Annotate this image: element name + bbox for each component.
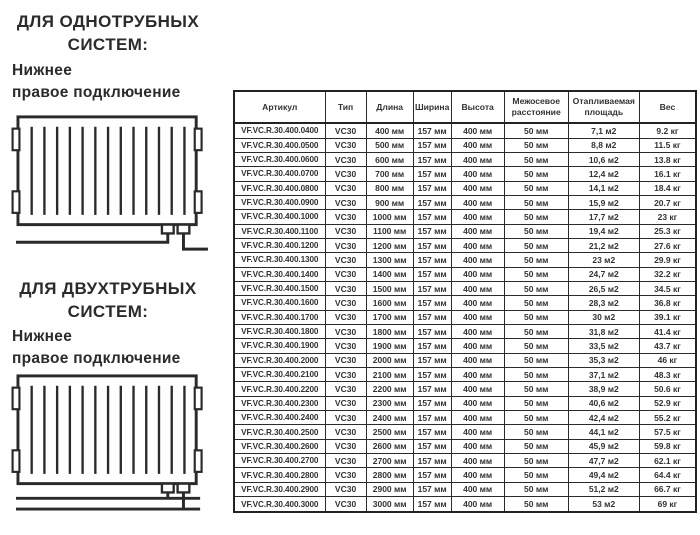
table-cell: VF.VC.R.30.400.3000: [234, 497, 325, 512]
table-cell: VC30: [325, 296, 366, 310]
table-cell: 50 мм: [504, 253, 568, 267]
table-cell: 44,1 м2: [568, 425, 639, 439]
table-cell: 2300 мм: [366, 396, 413, 410]
table-cell: 20.7 кг: [639, 195, 696, 209]
table-cell: 400 мм: [451, 167, 504, 181]
pipe-stub: [162, 225, 174, 234]
table-cell: VC30: [325, 482, 366, 496]
table-cell: 50 мм: [504, 324, 568, 338]
heading-line: СИСТЕМ:: [67, 35, 149, 55]
table-cell: 50 мм: [504, 138, 568, 152]
pipe-stub: [162, 484, 174, 493]
table-cell: VF.VC.R.30.400.0700: [234, 167, 325, 181]
table-cell: 157 мм: [413, 167, 451, 181]
table-cell: VC30: [325, 138, 366, 152]
table-cell: 1500 мм: [366, 281, 413, 295]
column-header: Тип: [325, 91, 366, 123]
table-cell: 21,2 м2: [568, 238, 639, 252]
table-cell: VF.VC.R.30.400.2900: [234, 482, 325, 496]
table-cell: VC30: [325, 195, 366, 209]
table-cell: VC30: [325, 253, 366, 267]
table-cell: VF.VC.R.30.400.0800: [234, 181, 325, 195]
table-cell: 157 мм: [413, 454, 451, 468]
table-cell: 39.1 кг: [639, 310, 696, 324]
table-cell: 2600 мм: [366, 439, 413, 453]
column-header: Отапливаемая площадь: [568, 91, 639, 123]
table-row: [234, 296, 696, 310]
subheading-line: правое подключение: [12, 350, 181, 368]
table-cell: 50 мм: [504, 195, 568, 209]
table-cell: VF.VC.R.30.400.2600: [234, 439, 325, 453]
table-cell: 400 мм: [451, 152, 504, 166]
table-cell: 50 мм: [504, 353, 568, 367]
section-heading-two-pipe: [5, 277, 211, 324]
table-cell: 157 мм: [413, 224, 451, 238]
table-cell: 8,8 м2: [568, 138, 639, 152]
table-cell: 400 мм: [451, 253, 504, 267]
table-cell: VF.VC.R.30.400.0500: [234, 138, 325, 152]
table-row: [234, 468, 696, 482]
table-cell: 500 мм: [366, 138, 413, 152]
table-cell: VC30: [325, 152, 366, 166]
table-cell: 41.4 кг: [639, 324, 696, 338]
table-cell: VC30: [325, 123, 366, 138]
spec-table-container: [233, 90, 697, 513]
subheading-connection-type: [12, 326, 222, 371]
table-cell: 50 мм: [504, 296, 568, 310]
table-cell: VC30: [325, 339, 366, 353]
table-cell: 157 мм: [413, 482, 451, 496]
table-row: [234, 497, 696, 512]
table-cell: VC30: [325, 497, 366, 512]
table-cell: 400 мм: [451, 425, 504, 439]
table-cell: 2200 мм: [366, 382, 413, 396]
table-cell: 157 мм: [413, 195, 451, 209]
table-cell: 1600 мм: [366, 296, 413, 310]
table-cell: 157 мм: [413, 439, 451, 453]
subheading-line: Нижнее: [12, 328, 73, 345]
table-cell: 50 мм: [504, 368, 568, 382]
table-cell: 157 мм: [413, 267, 451, 281]
heading-line: ДЛЯ ОДНОТРУБНЫХ: [16, 12, 200, 31]
table-cell: 3000 мм: [366, 497, 413, 512]
radiator-spec-table: [233, 90, 697, 513]
table-row: [234, 224, 696, 238]
table-cell: 50 мм: [504, 339, 568, 353]
table-row: [234, 123, 696, 138]
table-cell: 32.2 кг: [639, 267, 696, 281]
table-cell: 50 мм: [504, 167, 568, 181]
table-cell: 400 мм: [451, 238, 504, 252]
table-cell: 157 мм: [413, 339, 451, 353]
table-cell: 17,7 м2: [568, 210, 639, 224]
table-cell: VF.VC.R.30.400.2400: [234, 411, 325, 425]
table-cell: 1300 мм: [366, 253, 413, 267]
table-cell: 157 мм: [413, 281, 451, 295]
table-cell: 157 мм: [413, 468, 451, 482]
table-cell: 40,6 м2: [568, 396, 639, 410]
table-cell: VC30: [325, 167, 366, 181]
table-cell: 400 мм: [451, 439, 504, 453]
table-cell: 33,5 м2: [568, 339, 639, 353]
table-row: [234, 138, 696, 152]
table-cell: VC30: [325, 368, 366, 382]
table-cell: 1800 мм: [366, 324, 413, 338]
table-cell: 50 мм: [504, 396, 568, 410]
table-cell: 50 мм: [504, 482, 568, 496]
table-cell: 400 мм: [451, 497, 504, 512]
table-cell: 47,7 м2: [568, 454, 639, 468]
table-cell: 800 мм: [366, 181, 413, 195]
table-cell: 51,2 м2: [568, 482, 639, 496]
table-cell: 50.6 кг: [639, 382, 696, 396]
section-heading-single-pipe: [5, 10, 211, 57]
table-cell: 400 мм: [451, 123, 504, 138]
table-row: [234, 353, 696, 367]
table-cell: 28,3 м2: [568, 296, 639, 310]
table-cell: 11.5 кг: [639, 138, 696, 152]
table-cell: 400 мм: [451, 482, 504, 496]
table-cell: 46 кг: [639, 353, 696, 367]
table-cell: 157 мм: [413, 353, 451, 367]
column-header: Длина: [366, 91, 413, 123]
table-cell: 157 мм: [413, 123, 451, 138]
table-cell: VC30: [325, 439, 366, 453]
table-cell: 1900 мм: [366, 339, 413, 353]
spec-table-body: [234, 123, 696, 512]
table-row: [234, 195, 696, 209]
table-cell: VC30: [325, 238, 366, 252]
table-cell: 400 мм: [451, 396, 504, 410]
table-cell: 12,4 м2: [568, 167, 639, 181]
table-row: [234, 439, 696, 453]
table-cell: 600 мм: [366, 152, 413, 166]
table-cell: 2800 мм: [366, 468, 413, 482]
table-cell: 50 мм: [504, 468, 568, 482]
table-cell: 157 мм: [413, 138, 451, 152]
table-cell: 157 мм: [413, 210, 451, 224]
table-cell: 50 мм: [504, 281, 568, 295]
table-cell: 157 мм: [413, 324, 451, 338]
table-cell: 50 мм: [504, 439, 568, 453]
heading-line: ДЛЯ ДВУХТРУБНЫХ: [19, 279, 197, 298]
table-cell: VC30: [325, 267, 366, 281]
return-pipe: [183, 233, 207, 249]
table-cell: 400 мм: [451, 210, 504, 224]
table-cell: VC30: [325, 181, 366, 195]
table-cell: 55.2 кг: [639, 411, 696, 425]
table-cell: 157 мм: [413, 310, 451, 324]
table-row: [234, 382, 696, 396]
table-row: [234, 396, 696, 410]
column-header: Ширина: [413, 91, 451, 123]
table-cell: VF.VC.R.30.400.2200: [234, 382, 325, 396]
table-cell: 157 мм: [413, 296, 451, 310]
table-cell: 1000 мм: [366, 210, 413, 224]
table-cell: 29.9 кг: [639, 253, 696, 267]
table-cell: 2100 мм: [366, 368, 413, 382]
radiator-single-pipe-diagram-icon: [8, 112, 214, 254]
table-cell: VC30: [325, 425, 366, 439]
table-cell: 43.7 кг: [639, 339, 696, 353]
table-cell: 157 мм: [413, 382, 451, 396]
table-cell: VF.VC.R.30.400.2300: [234, 396, 325, 410]
table-cell: VC30: [325, 324, 366, 338]
table-cell: VC30: [325, 210, 366, 224]
table-cell: 400 мм: [451, 368, 504, 382]
table-cell: 19,4 м2: [568, 224, 639, 238]
table-cell: VC30: [325, 353, 366, 367]
table-cell: 50 мм: [504, 425, 568, 439]
table-cell: 13.8 кг: [639, 152, 696, 166]
table-cell: 400 мм: [451, 181, 504, 195]
table-cell: 1200 мм: [366, 238, 413, 252]
table-cell: VF.VC.R.30.400.2800: [234, 468, 325, 482]
table-cell: 57.5 кг: [639, 425, 696, 439]
table-cell: 2900 мм: [366, 482, 413, 496]
table-cell: 53 м2: [568, 497, 639, 512]
table-cell: 52.9 кг: [639, 396, 696, 410]
table-cell: 25.3 кг: [639, 224, 696, 238]
table-cell: 400 мм: [451, 267, 504, 281]
table-row: [234, 152, 696, 166]
table-row: [234, 454, 696, 468]
table-cell: VF.VC.R.30.400.2700: [234, 454, 325, 468]
table-cell: 30 м2: [568, 310, 639, 324]
table-cell: 36.8 кг: [639, 296, 696, 310]
table-cell: 62.1 кг: [639, 454, 696, 468]
table-cell: VF.VC.R.30.400.1700: [234, 310, 325, 324]
table-cell: 50 мм: [504, 224, 568, 238]
table-row: [234, 339, 696, 353]
table-cell: VF.VC.R.30.400.0600: [234, 152, 325, 166]
table-cell: 45,9 м2: [568, 439, 639, 453]
table-cell: VF.VC.R.30.400.2100: [234, 368, 325, 382]
column-header: Вес: [639, 91, 696, 123]
table-cell: VC30: [325, 411, 366, 425]
table-cell: 50 мм: [504, 267, 568, 281]
table-cell: 69 кг: [639, 497, 696, 512]
radiator-fins: [32, 127, 185, 215]
table-cell: VC30: [325, 454, 366, 468]
table-cell: 700 мм: [366, 167, 413, 181]
table-cell: VC30: [325, 396, 366, 410]
table-cell: VF.VC.R.30.400.1100: [234, 224, 325, 238]
table-cell: 2000 мм: [366, 353, 413, 367]
table-cell: 7,1 м2: [568, 123, 639, 138]
table-cell: 157 мм: [413, 396, 451, 410]
table-cell: 64.4 кг: [639, 468, 696, 482]
table-cell: VF.VC.R.30.400.2500: [234, 425, 325, 439]
table-cell: 400 мм: [451, 454, 504, 468]
table-cell: 400 мм: [451, 138, 504, 152]
table-cell: 16.1 кг: [639, 167, 696, 181]
table-cell: 157 мм: [413, 411, 451, 425]
table-cell: 15,9 м2: [568, 195, 639, 209]
subheading-line: правое подключение: [12, 84, 181, 102]
table-cell: VC30: [325, 310, 366, 324]
pipe-stub: [178, 484, 190, 493]
column-header: Межосевое расстояние: [504, 91, 568, 123]
table-cell: 400 мм: [451, 296, 504, 310]
table-cell: 50 мм: [504, 454, 568, 468]
table-cell: 23 м2: [568, 253, 639, 267]
table-row: [234, 238, 696, 252]
supply-pipe: [16, 233, 168, 242]
table-cell: 157 мм: [413, 368, 451, 382]
table-cell: 34.5 кг: [639, 281, 696, 295]
table-cell: 50 мм: [504, 181, 568, 195]
radiator-two-pipe-diagram-icon: [8, 371, 214, 513]
table-cell: VC30: [325, 281, 366, 295]
table-cell: 157 мм: [413, 253, 451, 267]
table-cell: 50 мм: [504, 310, 568, 324]
table-row: [234, 411, 696, 425]
table-cell: 400 мм: [451, 411, 504, 425]
table-cell: 1400 мм: [366, 267, 413, 281]
table-cell: 400 мм: [451, 382, 504, 396]
table-row: [234, 324, 696, 338]
table-cell: 59.8 кг: [639, 439, 696, 453]
heading-line: СИСТЕМ:: [67, 302, 149, 322]
table-cell: VC30: [325, 468, 366, 482]
table-cell: 157 мм: [413, 497, 451, 512]
table-row: [234, 425, 696, 439]
table-header-row: [234, 91, 696, 123]
table-cell: 27.6 кг: [639, 238, 696, 252]
table-cell: 400 мм: [451, 339, 504, 353]
table-cell: 50 мм: [504, 238, 568, 252]
table-cell: VF.VC.R.30.400.1200: [234, 238, 325, 252]
pipe-stub: [178, 225, 190, 234]
table-row: [234, 253, 696, 267]
table-cell: 14,1 м2: [568, 181, 639, 195]
table-cell: VF.VC.R.30.400.2000: [234, 353, 325, 367]
table-cell: 400 мм: [451, 310, 504, 324]
table-cell: 50 мм: [504, 152, 568, 166]
table-cell: 157 мм: [413, 425, 451, 439]
table-cell: VF.VC.R.30.400.1400: [234, 267, 325, 281]
table-cell: 400 мм: [451, 195, 504, 209]
table-cell: VF.VC.R.30.400.1600: [234, 296, 325, 310]
table-cell: 23 кг: [639, 210, 696, 224]
table-cell: VF.VC.R.30.400.1500: [234, 281, 325, 295]
table-cell: VF.VC.R.30.400.0400: [234, 123, 325, 138]
table-cell: 50 мм: [504, 497, 568, 512]
table-cell: 50 мм: [504, 210, 568, 224]
table-cell: VF.VC.R.30.400.1900: [234, 339, 325, 353]
table-row: [234, 210, 696, 224]
table-cell: 50 мм: [504, 382, 568, 396]
table-cell: 900 мм: [366, 195, 413, 209]
table-cell: 400 мм: [366, 123, 413, 138]
table-cell: 157 мм: [413, 152, 451, 166]
table-cell: 400 мм: [451, 324, 504, 338]
table-cell: VF.VC.R.30.400.1800: [234, 324, 325, 338]
table-cell: 400 мм: [451, 281, 504, 295]
table-row: [234, 482, 696, 496]
column-header: Высота: [451, 91, 504, 123]
table-cell: VF.VC.R.30.400.1300: [234, 253, 325, 267]
table-cell: 26,5 м2: [568, 281, 639, 295]
table-cell: 66.7 кг: [639, 482, 696, 496]
table-cell: 18.4 кг: [639, 181, 696, 195]
table-cell: VC30: [325, 224, 366, 238]
subheading-connection-type: [12, 60, 222, 105]
table-cell: 37,1 м2: [568, 368, 639, 382]
table-cell: 2500 мм: [366, 425, 413, 439]
table-cell: VC30: [325, 382, 366, 396]
table-row: [234, 368, 696, 382]
table-cell: 48.3 кг: [639, 368, 696, 382]
table-cell: 50 мм: [504, 411, 568, 425]
table-cell: 49,4 м2: [568, 468, 639, 482]
table-row: [234, 167, 696, 181]
table-cell: 2700 мм: [366, 454, 413, 468]
table-cell: VF.VC.R.30.400.1000: [234, 210, 325, 224]
table-cell: 157 мм: [413, 238, 451, 252]
table-cell: 157 мм: [413, 181, 451, 195]
table-cell: 42,4 м2: [568, 411, 639, 425]
table-cell: VF.VC.R.30.400.0900: [234, 195, 325, 209]
radiator-fins: [32, 386, 185, 474]
table-row: [234, 267, 696, 281]
table-row: [234, 310, 696, 324]
column-header: Артикул: [234, 91, 325, 123]
table-row: [234, 281, 696, 295]
table-cell: 9.2 кг: [639, 123, 696, 138]
table-cell: 10,6 м2: [568, 152, 639, 166]
subheading-line: Нижнее: [12, 62, 73, 79]
table-cell: 400 мм: [451, 353, 504, 367]
table-cell: 31,8 м2: [568, 324, 639, 338]
table-cell: 1100 мм: [366, 224, 413, 238]
table-cell: 24,7 м2: [568, 267, 639, 281]
table-cell: 400 мм: [451, 224, 504, 238]
table-cell: 50 мм: [504, 123, 568, 138]
table-cell: 2400 мм: [366, 411, 413, 425]
table-cell: 1700 мм: [366, 310, 413, 324]
table-row: [234, 181, 696, 195]
table-cell: 400 мм: [451, 468, 504, 482]
table-cell: 38,9 м2: [568, 382, 639, 396]
table-cell: 35,3 м2: [568, 353, 639, 367]
